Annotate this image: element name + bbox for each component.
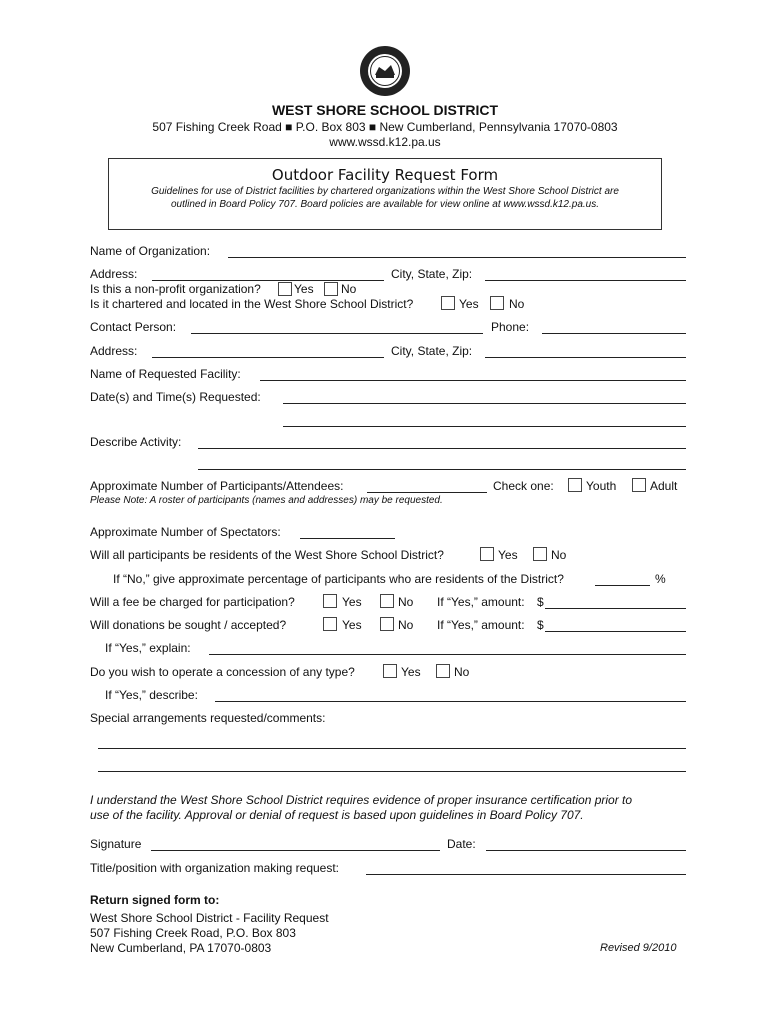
fee-label: Will a fee be charged for participation? <box>90 595 295 609</box>
statement-line-1: I understand the West Shore School District requires evidence of proper insurance certification prior to <box>90 793 633 807</box>
participants-label: Approximate Number of Participants/Attendees: <box>90 479 344 493</box>
district-address: 507 Fishing Creek Road ■ P.O. Box 803 ■ New Cumberland, Pennsylvania 17070-0803 <box>152 120 618 134</box>
activity-label: Describe Activity: <box>90 435 182 449</box>
concession-label: Do you wish to operate a concession of any type? <box>90 665 355 679</box>
district-seal-logo <box>359 45 411 97</box>
contact-field[interactable] <box>191 333 483 334</box>
contact-label: Contact Person: <box>90 320 177 334</box>
contact-city-state-zip-label: City, State, Zip: <box>391 344 473 358</box>
date-label: Date: <box>447 837 476 851</box>
fee-no-checkbox[interactable] <box>380 594 394 608</box>
percent-label: If “No,” give approximate percentage of participants who are residents of the District? <box>113 572 564 586</box>
describe-field[interactable] <box>215 701 686 702</box>
roster-note: Please Note: A roster of participants (names and addresses) may be requested. <box>90 495 443 506</box>
donations-yes-label: Yes <box>342 618 362 632</box>
guideline-line-2: outlined in Board Policy 707. Board policies are available for view online at www.wssd.k12.pa.us. <box>170 199 599 210</box>
return-line-2: 507 Fishing Creek Road, P.O. Box 803 <box>90 926 296 940</box>
concession-no-label: No <box>454 665 470 679</box>
describe-label: If “Yes,” describe: <box>105 688 198 702</box>
fee-dollar-sign: $ <box>537 595 544 609</box>
address-field[interactable] <box>152 280 384 281</box>
donations-yes-checkbox[interactable] <box>323 617 337 631</box>
nonprofit-yes-label: Yes <box>294 282 314 296</box>
district-name: WEST SHORE SCHOOL DISTRICT <box>271 102 499 118</box>
title-position-label: Title/position with organization making request: <box>90 861 340 875</box>
concession-yes-checkbox[interactable] <box>383 664 397 678</box>
phone-field[interactable] <box>542 333 686 334</box>
donations-dollar-sign: $ <box>537 618 544 632</box>
org-name-label: Name of Organization: <box>90 244 211 258</box>
explain-field[interactable] <box>209 654 686 655</box>
guideline-line-1: Guidelines for use of District facilities by chartered organizations within the West Shore School District are <box>151 186 619 197</box>
facility-field[interactable] <box>260 380 686 381</box>
org-name-field[interactable] <box>228 257 686 258</box>
fee-amount-label: If “Yes,” amount: <box>437 595 525 609</box>
contact-city-state-zip-field[interactable] <box>485 357 686 358</box>
dates-field-1[interactable] <box>283 403 686 404</box>
donations-no-label: No <box>398 618 414 632</box>
date-field[interactable] <box>486 850 686 851</box>
city-state-zip-field[interactable] <box>485 280 686 281</box>
adult-checkbox[interactable] <box>632 478 646 492</box>
special-label: Special arrangements requested/comments: <box>90 711 326 725</box>
signature-label: Signature <box>90 837 142 851</box>
residents-yes-label: Yes <box>498 548 518 562</box>
fee-yes-checkbox[interactable] <box>323 594 337 608</box>
chartered-no-label: No <box>509 297 525 311</box>
statement-line-2: use of the facility. Approval or denial of request is based upon guidelines in Board Policy 707. <box>90 808 584 822</box>
nonprofit-no-checkbox[interactable] <box>324 282 338 296</box>
residents-label: Will all participants be residents of the West Shore School District? <box>90 548 444 562</box>
title-position-field[interactable] <box>366 874 686 875</box>
return-heading: Return signed form to: <box>90 893 220 907</box>
return-line-3: New Cumberland, PA 17070-0803 <box>90 941 272 955</box>
activity-field-2[interactable] <box>198 469 686 470</box>
chartered-yes-label: Yes <box>459 297 479 311</box>
special-field-2[interactable] <box>98 771 686 772</box>
activity-field-1[interactable] <box>198 448 686 449</box>
percent-sign: % <box>655 572 666 586</box>
donations-amount-label: If “Yes,” amount: <box>437 618 525 632</box>
chartered-yes-checkbox[interactable] <box>441 296 455 310</box>
contact-address-label: Address: <box>90 344 138 358</box>
residents-no-checkbox[interactable] <box>533 547 547 561</box>
nonprofit-label: Is this a non-profit organization? <box>90 282 261 296</box>
participants-field[interactable] <box>367 492 487 493</box>
residents-yes-checkbox[interactable] <box>480 547 494 561</box>
residents-no-label: No <box>551 548 567 562</box>
percent-field[interactable] <box>595 585 650 586</box>
dates-label: Date(s) and Time(s) Requested: <box>90 390 261 404</box>
form-title: Outdoor Facility Request Form <box>271 166 499 184</box>
spectators-field[interactable] <box>300 538 395 539</box>
concession-yes-label: Yes <box>401 665 421 679</box>
phone-label: Phone: <box>491 320 530 334</box>
youth-checkbox[interactable] <box>568 478 582 492</box>
fee-amount-field[interactable] <box>545 608 686 609</box>
spectators-label: Approximate Number of Spectators: <box>90 525 281 539</box>
chartered-label: Is it chartered and located in the West Shore School District? <box>90 297 414 311</box>
check-one-label: Check one: <box>493 479 554 493</box>
nonprofit-yes-checkbox[interactable] <box>278 282 292 296</box>
chartered-no-checkbox[interactable] <box>490 296 504 310</box>
concession-no-checkbox[interactable] <box>436 664 450 678</box>
facility-label: Name of Requested Facility: <box>90 367 241 381</box>
district-website: www.wssd.k12.pa.us <box>329 135 441 149</box>
contact-address-field[interactable] <box>152 357 384 358</box>
signature-field[interactable] <box>151 850 440 851</box>
nonprofit-no-label: No <box>341 282 357 296</box>
revised-date: Revised 9/2010 <box>600 942 677 954</box>
city-state-zip-label: City, State, Zip: <box>391 267 473 281</box>
youth-label: Youth <box>586 479 617 493</box>
fee-no-label: No <box>398 595 414 609</box>
adult-label: Adult <box>650 479 678 493</box>
donations-amount-field[interactable] <box>545 631 686 632</box>
donations-no-checkbox[interactable] <box>380 617 394 631</box>
dates-field-2[interactable] <box>283 426 686 427</box>
address-label: Address: <box>90 267 138 281</box>
donations-label: Will donations be sought / accepted? <box>90 618 287 632</box>
explain-label: If “Yes,” explain: <box>105 641 191 655</box>
fee-yes-label: Yes <box>342 595 362 609</box>
special-field-1[interactable] <box>98 748 686 749</box>
return-line-1: West Shore School District - Facility Request <box>90 911 329 925</box>
